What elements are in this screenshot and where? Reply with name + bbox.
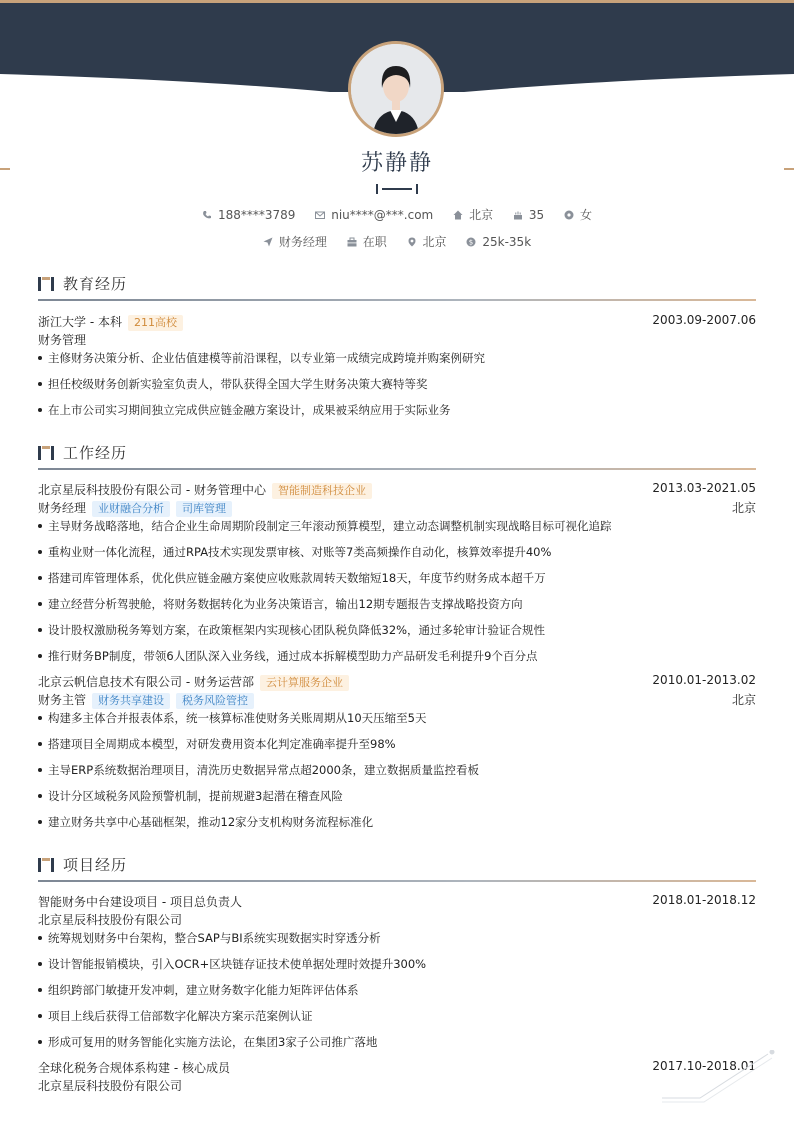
section-mark-icon (38, 858, 54, 872)
mail-icon (315, 210, 325, 220)
company-tag: 云计算服务企业 (260, 675, 349, 691)
work-entry-header (38, 481, 756, 499)
gender-icon (564, 210, 574, 220)
list-item: 担任校级财务创新实验室负责人，带队获得全国大学生财务决策大赛特等奖 (38, 375, 756, 401)
work-entry-header (38, 673, 756, 691)
age-item: 35 (513, 208, 544, 222)
city-item: 北京 (453, 206, 493, 223)
project-date: 2018.01-2018.12 (652, 893, 756, 907)
section-mark-icon (38, 277, 54, 291)
project-company-row (38, 1077, 756, 1095)
location-icon (407, 237, 417, 247)
work-date: 2010.01-2013.02 (652, 673, 756, 687)
project-entry-header (38, 1059, 756, 1077)
company-tag: 智能制造科技企业 (272, 483, 372, 499)
work-location: 北京 (731, 501, 756, 515)
projects-section-title: 项目经历 (38, 854, 756, 878)
target-city-item: 北京 (407, 233, 447, 250)
list-item: 重构业财一体化流程，通过RPA技术实现发票审核、对账等7类高频操作自动化，核算效率提升40% (38, 543, 756, 569)
briefcase-icon (347, 237, 357, 247)
name-decoration (376, 184, 418, 194)
skill-tag: 司库管理 (176, 501, 232, 517)
list-item: 统筹规划财务中台架构，整合SAP与BI系统实现数据实时穿透分析 (38, 929, 756, 955)
list-item: 设计智能报销模块，引入OCR+区块链存证技术使单据处理时效提升300% (38, 955, 756, 981)
project-entry-header (38, 893, 756, 911)
school-tag: 211高校 (128, 315, 183, 331)
list-item: 设计分区域税务风险预警机制，提前规避3起潜在稽查风险 (38, 787, 756, 813)
education-major-row (38, 331, 756, 349)
list-item: 搭建司库管理体系，优化供应链金融方案使应收账款周转天数缩短18天，年度节约财务成本超千万 (38, 569, 756, 595)
send-icon (263, 237, 273, 247)
list-item: 主导ERP系统数据治理项目，清洗历史数据异常点超2000条，建立数据质量监控看板 (38, 761, 756, 787)
company-name: 北京云帆信息技术有限公司 - 财务运营部 (38, 675, 254, 689)
list-item: 在上市公司实习期间独立完成供应链金融方案设计，成果被采纳应用于实际业务 (38, 401, 756, 427)
education-date: 2003.09-2007.06 (652, 313, 756, 327)
list-item: 设计股权激励税务筹划方案，在政策框架内实现核心团队税负降低32%，通过多轮审计验证合规性 (38, 621, 756, 647)
school-name: 浙江大学 - 本科 (38, 315, 122, 329)
job-role: 财务经理 (38, 501, 87, 515)
cake-icon (513, 210, 523, 220)
status-item: 在职 (347, 233, 387, 250)
work-location: 北京 (731, 693, 756, 707)
list-item: 搭建项目全周期成本模型，对研发费用资本化判定准确率提升至98% (38, 735, 756, 761)
list-item: 项目上线后获得工信部数字化解决方案示范案例认证 (38, 1007, 756, 1033)
work-bullets (38, 517, 756, 673)
project-company: 北京星辰科技股份有限公司 (38, 1079, 183, 1093)
list-item: 推行财务BP制度，带领6人团队深入业务线，通过成本拆解模型助力产品研发毛利提升9个百分点 (38, 647, 756, 673)
education-section-title: 教育经历 (38, 273, 756, 297)
work-date: 2013.03-2021.05 (652, 481, 756, 495)
education-bullets (38, 349, 756, 427)
work-role-row (38, 691, 756, 709)
gender-item: 女 (564, 206, 592, 223)
list-item: 主修财务决策分析、企业估值建模等前沿课程，以专业第一成绩完成跨境并购案例研究 (38, 349, 756, 375)
home-icon (453, 210, 463, 220)
project-bullets (38, 929, 756, 1059)
list-item: 组织跨部门敏捷开发冲刺，建立财务数字化能力矩阵评估体系 (38, 981, 756, 1007)
money-icon (466, 237, 476, 247)
job-role: 财务主管 (38, 693, 87, 707)
skill-tag: 业财融合分析 (92, 501, 170, 517)
contact-info-row (0, 206, 794, 223)
work-bullets (38, 709, 756, 839)
list-item: 建立经营分析驾驶舱，将财务数据转化为业务决策语言，输出12期专题报告支撑战略投资方向 (38, 595, 756, 621)
list-item: 建立财务共享中心基础框架，推动12家分支机构财务流程标准化 (38, 813, 756, 839)
project-name: 智能财务中台建设项目 - 项目总负责人 (38, 895, 242, 909)
list-item: 主导财务战略落地，结合企业生命周期阶段制定三年滚动预算模型，建立动态调整机制实现战略目标可视化追踪 (38, 517, 756, 543)
corner-decoration (660, 1050, 780, 1110)
work-role-row (38, 499, 756, 517)
avatar-portrait (351, 44, 441, 134)
project-name: 全球化税务合规体系构建 - 核心成员 (38, 1061, 230, 1075)
email-item: niu****@***.com (315, 208, 433, 222)
skill-tag: 税务风险管控 (176, 693, 254, 709)
major: 财务管理 (38, 333, 87, 347)
avatar (348, 41, 444, 137)
phone-icon (202, 210, 212, 220)
project-company: 北京星辰科技股份有限公司 (38, 913, 183, 927)
svg-text:$: $ (469, 238, 474, 247)
skill-tag: 财务共享建设 (92, 693, 170, 709)
job-info-row (0, 233, 794, 250)
phone-item: 188****3789 (202, 208, 295, 222)
education-entry-header (38, 313, 756, 331)
list-item: 形成可复用的财务智能化实施方法论，在集团3家子公司推广落地 (38, 1033, 756, 1059)
work-section-title: 工作经历 (38, 442, 756, 466)
salary-item: $ 25k-35k (466, 235, 531, 249)
list-item: 构建多主体合并报表体系，统一核算标准使财务关账周期从10天压缩至5天 (38, 709, 756, 735)
header-gold-line (0, 0, 794, 3)
candidate-name: 苏静静 (360, 151, 433, 176)
section-mark-icon (38, 446, 54, 460)
job-title-item: 财务经理 (263, 233, 327, 250)
project-company-row (38, 911, 756, 929)
company-name: 北京星辰科技股份有限公司 - 财务管理中心 (38, 483, 266, 497)
project-date: 2017.10-2018.01 (652, 1059, 756, 1073)
